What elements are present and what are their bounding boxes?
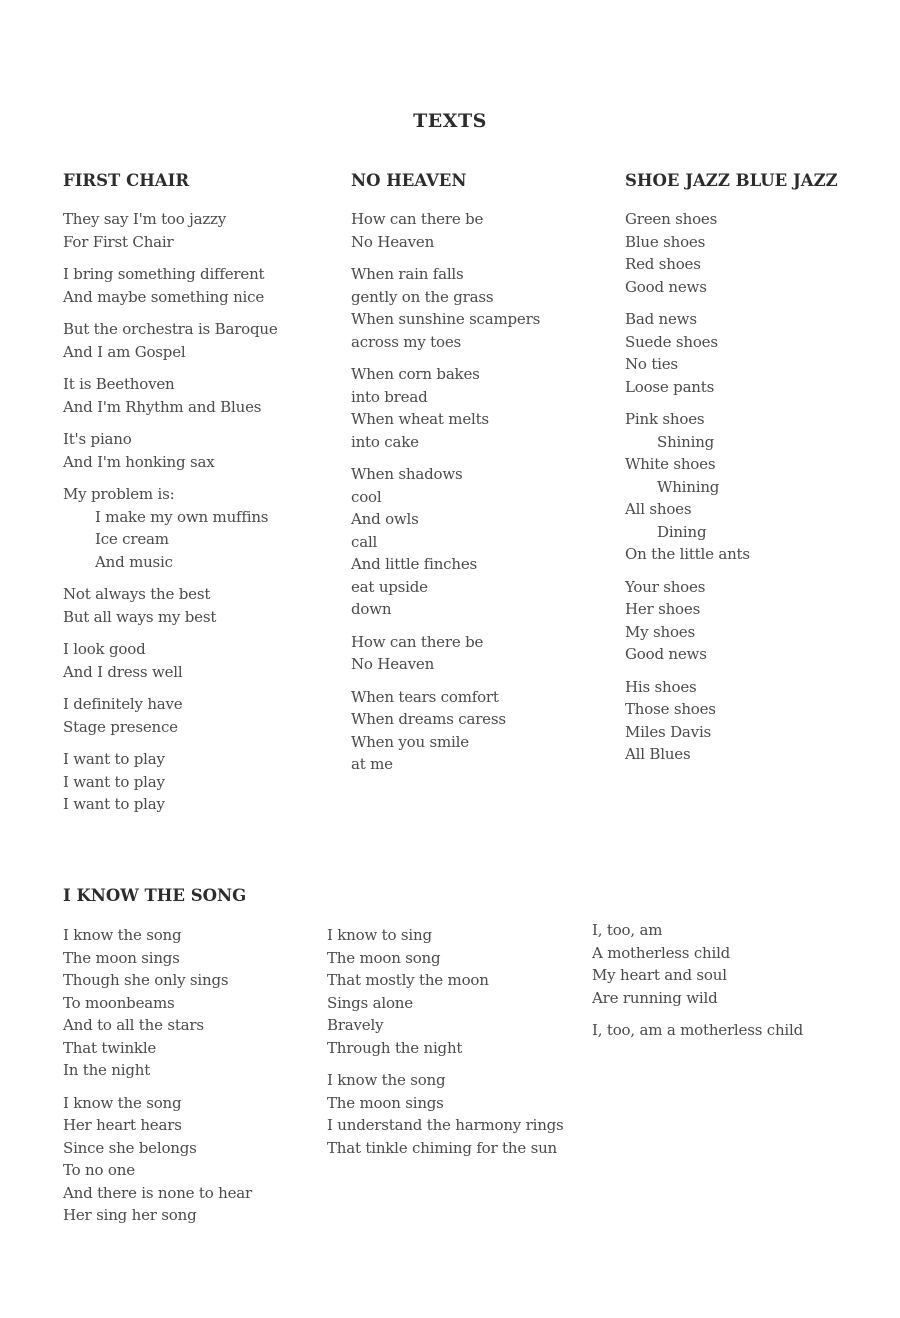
poem-line: Miles Davis: [625, 722, 712, 741]
poem-line: Green shoes: [625, 210, 718, 228]
poem-line: I, too, am: [592, 921, 663, 939]
poem-line: And maybe something nice: [63, 287, 265, 306]
poem-line: How can there be: [351, 632, 484, 651]
poem-line: down: [351, 600, 392, 618]
poem-line: I want to play: [63, 795, 165, 813]
poem-line: Since she belongs: [63, 1138, 197, 1157]
stanza: [625, 308, 885, 398]
poem-line: That twinkle: [63, 1038, 157, 1057]
stanza: [351, 686, 611, 776]
poem-line: The moon sings: [327, 1093, 444, 1112]
poem-line: And owls: [351, 510, 419, 528]
poem-line: Through the night: [327, 1038, 463, 1057]
poem-line: gently on the grass: [351, 287, 494, 306]
poem-i-know-the-song-part-1: [63, 924, 313, 1237]
poem-line: Good news: [625, 645, 707, 663]
poem-shoe-jazz-blue-jazz: [625, 170, 885, 776]
poem-line: Sings alone: [327, 993, 413, 1012]
poem-line: His shoes: [625, 677, 697, 696]
poem-line: into cake: [351, 432, 419, 451]
poem-line: Bad news: [625, 310, 697, 328]
poem-line: And to all the stars: [63, 1016, 204, 1034]
poem-line: In the night: [63, 1061, 151, 1079]
poem-title-no-heaven: NO HEAVEN: [351, 171, 467, 190]
poem-line: I know the song: [63, 926, 182, 944]
poem-line: A motherless child: [592, 943, 731, 962]
stanza: [63, 483, 333, 573]
stanza: [63, 693, 333, 738]
poem-line: And music: [95, 552, 173, 571]
poem-line: No Heaven: [351, 232, 435, 251]
poem-line: When wheat melts: [351, 410, 489, 428]
poem-line: When corn bakes: [351, 365, 480, 383]
poem-line: Ice cream: [95, 530, 169, 548]
poem-body: [63, 208, 333, 816]
poem-line: I want to play: [63, 750, 165, 768]
poem-line: I want to play: [63, 772, 165, 791]
stanza: [63, 208, 333, 253]
poem-line: Blue shoes: [625, 232, 706, 251]
poem-line: call: [351, 532, 378, 551]
poem-line: Are running wild: [592, 988, 718, 1007]
poem-line: I understand the harmony rings: [327, 1116, 564, 1134]
poem-line: And I dress well: [63, 662, 183, 681]
poem-line: I definitely have: [63, 695, 183, 713]
poem-body: [351, 208, 611, 776]
poem-line: That tinkle chiming for the sun: [327, 1138, 558, 1157]
poem-line: When shadows: [351, 465, 463, 483]
poem-line: To moonbeams: [63, 993, 175, 1012]
poem-line: eat upside: [351, 577, 428, 596]
poem-line: For First Chair: [63, 232, 174, 251]
poem-line: Dining: [657, 522, 707, 541]
poem-line: I bring something different: [63, 265, 265, 283]
stanza: [63, 748, 333, 816]
poem-first-chair: [63, 170, 333, 826]
poem-line: No Heaven: [351, 655, 435, 673]
poem-line: It's piano: [63, 430, 132, 448]
poem-line: They say I'm too jazzy: [63, 210, 227, 228]
poem-line: But all ways my best: [63, 607, 217, 626]
stanza: [351, 263, 611, 353]
stanza: [351, 208, 611, 253]
stanza: [625, 208, 885, 298]
poem-line: I make my own muffins: [95, 507, 269, 526]
poem-line: into bread: [351, 387, 428, 406]
stanza: [351, 463, 611, 621]
stanza: [63, 924, 313, 1082]
poem-line: It is Beethoven: [63, 375, 175, 393]
poem-line: All shoes: [625, 500, 692, 518]
poem-line: When rain falls: [351, 265, 464, 283]
poem-line: My heart and soul: [592, 966, 727, 984]
poem-line: How can there be: [351, 210, 484, 228]
poem-title-first-chair: FIRST CHAIR: [63, 171, 190, 190]
poem-line: That mostly the moon: [327, 971, 489, 989]
poem-line: Her shoes: [625, 600, 701, 618]
poem-line: Suede shoes: [625, 332, 718, 351]
poem-line: Whining: [657, 477, 720, 496]
stanza: [625, 576, 885, 666]
poem-no-heaven: [351, 170, 611, 786]
poem-line: And I'm Rhythm and Blues: [63, 397, 262, 416]
poem-line: The moon sings: [63, 948, 180, 967]
stanza: [625, 676, 885, 766]
page-title: TEXTS: [413, 110, 487, 132]
poem-line: across my toes: [351, 332, 462, 351]
poem-line: And there is none to hear: [63, 1183, 252, 1202]
stanza: [351, 363, 611, 453]
stanza: [63, 638, 333, 683]
stanza: [63, 428, 333, 473]
poem-line: And little finches: [351, 555, 478, 573]
poem-line: I know the song: [327, 1071, 446, 1089]
poem-line: Though she only sings: [63, 971, 229, 989]
poem-line: Bravely: [327, 1016, 384, 1034]
stanza: [351, 631, 611, 676]
poem-line: No ties: [625, 355, 678, 373]
poem-line: But the orchestra is Baroque: [63, 320, 278, 338]
poem-line: When dreams caress: [351, 710, 506, 728]
stanza: [63, 373, 333, 418]
poem-line: All Blues: [625, 745, 691, 763]
poem-line: I, too, am a motherless child: [592, 1021, 804, 1039]
poem-line: To no one: [63, 1161, 135, 1179]
poem-body: [63, 924, 313, 1227]
poem-line: I know to sing: [327, 926, 432, 944]
stanza: [327, 1069, 577, 1159]
poem-line: Her sing her song: [63, 1206, 197, 1224]
poem-line: And I am Gospel: [63, 342, 186, 361]
poem-line: Pink shoes: [625, 410, 705, 428]
poem-line: Your shoes: [625, 577, 706, 596]
poem-line: On the little ants: [625, 545, 750, 563]
poem-line: When you smile: [351, 732, 469, 751]
poem-line: Red shoes: [625, 255, 701, 273]
poem-line: Good news: [625, 277, 707, 296]
poem-line: Loose pants: [625, 377, 715, 396]
poem-line: at me: [351, 755, 393, 773]
poem-line: When sunshine scampers: [351, 310, 541, 328]
poem-line: I look good: [63, 640, 146, 658]
poem-body: [327, 924, 577, 1159]
stanza: [63, 1092, 313, 1227]
stanza: [592, 919, 852, 1009]
poem-title-shoe-jazz-blue-jazz: SHOE JAZZ BLUE JAZZ: [625, 171, 838, 190]
poem-title-i-know-the-song: I KNOW THE SONG: [63, 886, 247, 905]
poem-body: [625, 208, 885, 766]
stanza: [63, 263, 333, 308]
poem-line: I know the song: [63, 1093, 182, 1112]
stanza: [63, 318, 333, 363]
stanza: [592, 1019, 852, 1042]
poem-line: Stage presence: [63, 717, 178, 736]
stanza: [63, 583, 333, 628]
stanza: [327, 924, 577, 1059]
poem-body: [592, 919, 852, 1042]
poem-line: White shoes: [625, 455, 716, 473]
poem-i-know-the-song-part-3: [592, 919, 852, 1052]
stanza: [625, 408, 885, 566]
poem-line: cool: [351, 487, 382, 506]
poem-line: Her heart hears: [63, 1116, 182, 1134]
poem-line: My problem is:: [63, 485, 175, 503]
poem-line: The moon song: [327, 948, 441, 967]
poem-line: When tears comfort: [351, 687, 499, 706]
poem-line: Those shoes: [625, 700, 716, 718]
poem-line: Not always the best: [63, 585, 211, 603]
poem-line: And I'm honking sax: [63, 452, 215, 471]
poem-line: Shining: [657, 432, 715, 451]
poem-line: My shoes: [625, 622, 695, 641]
poem-i-know-the-song-part-2: [327, 924, 577, 1169]
